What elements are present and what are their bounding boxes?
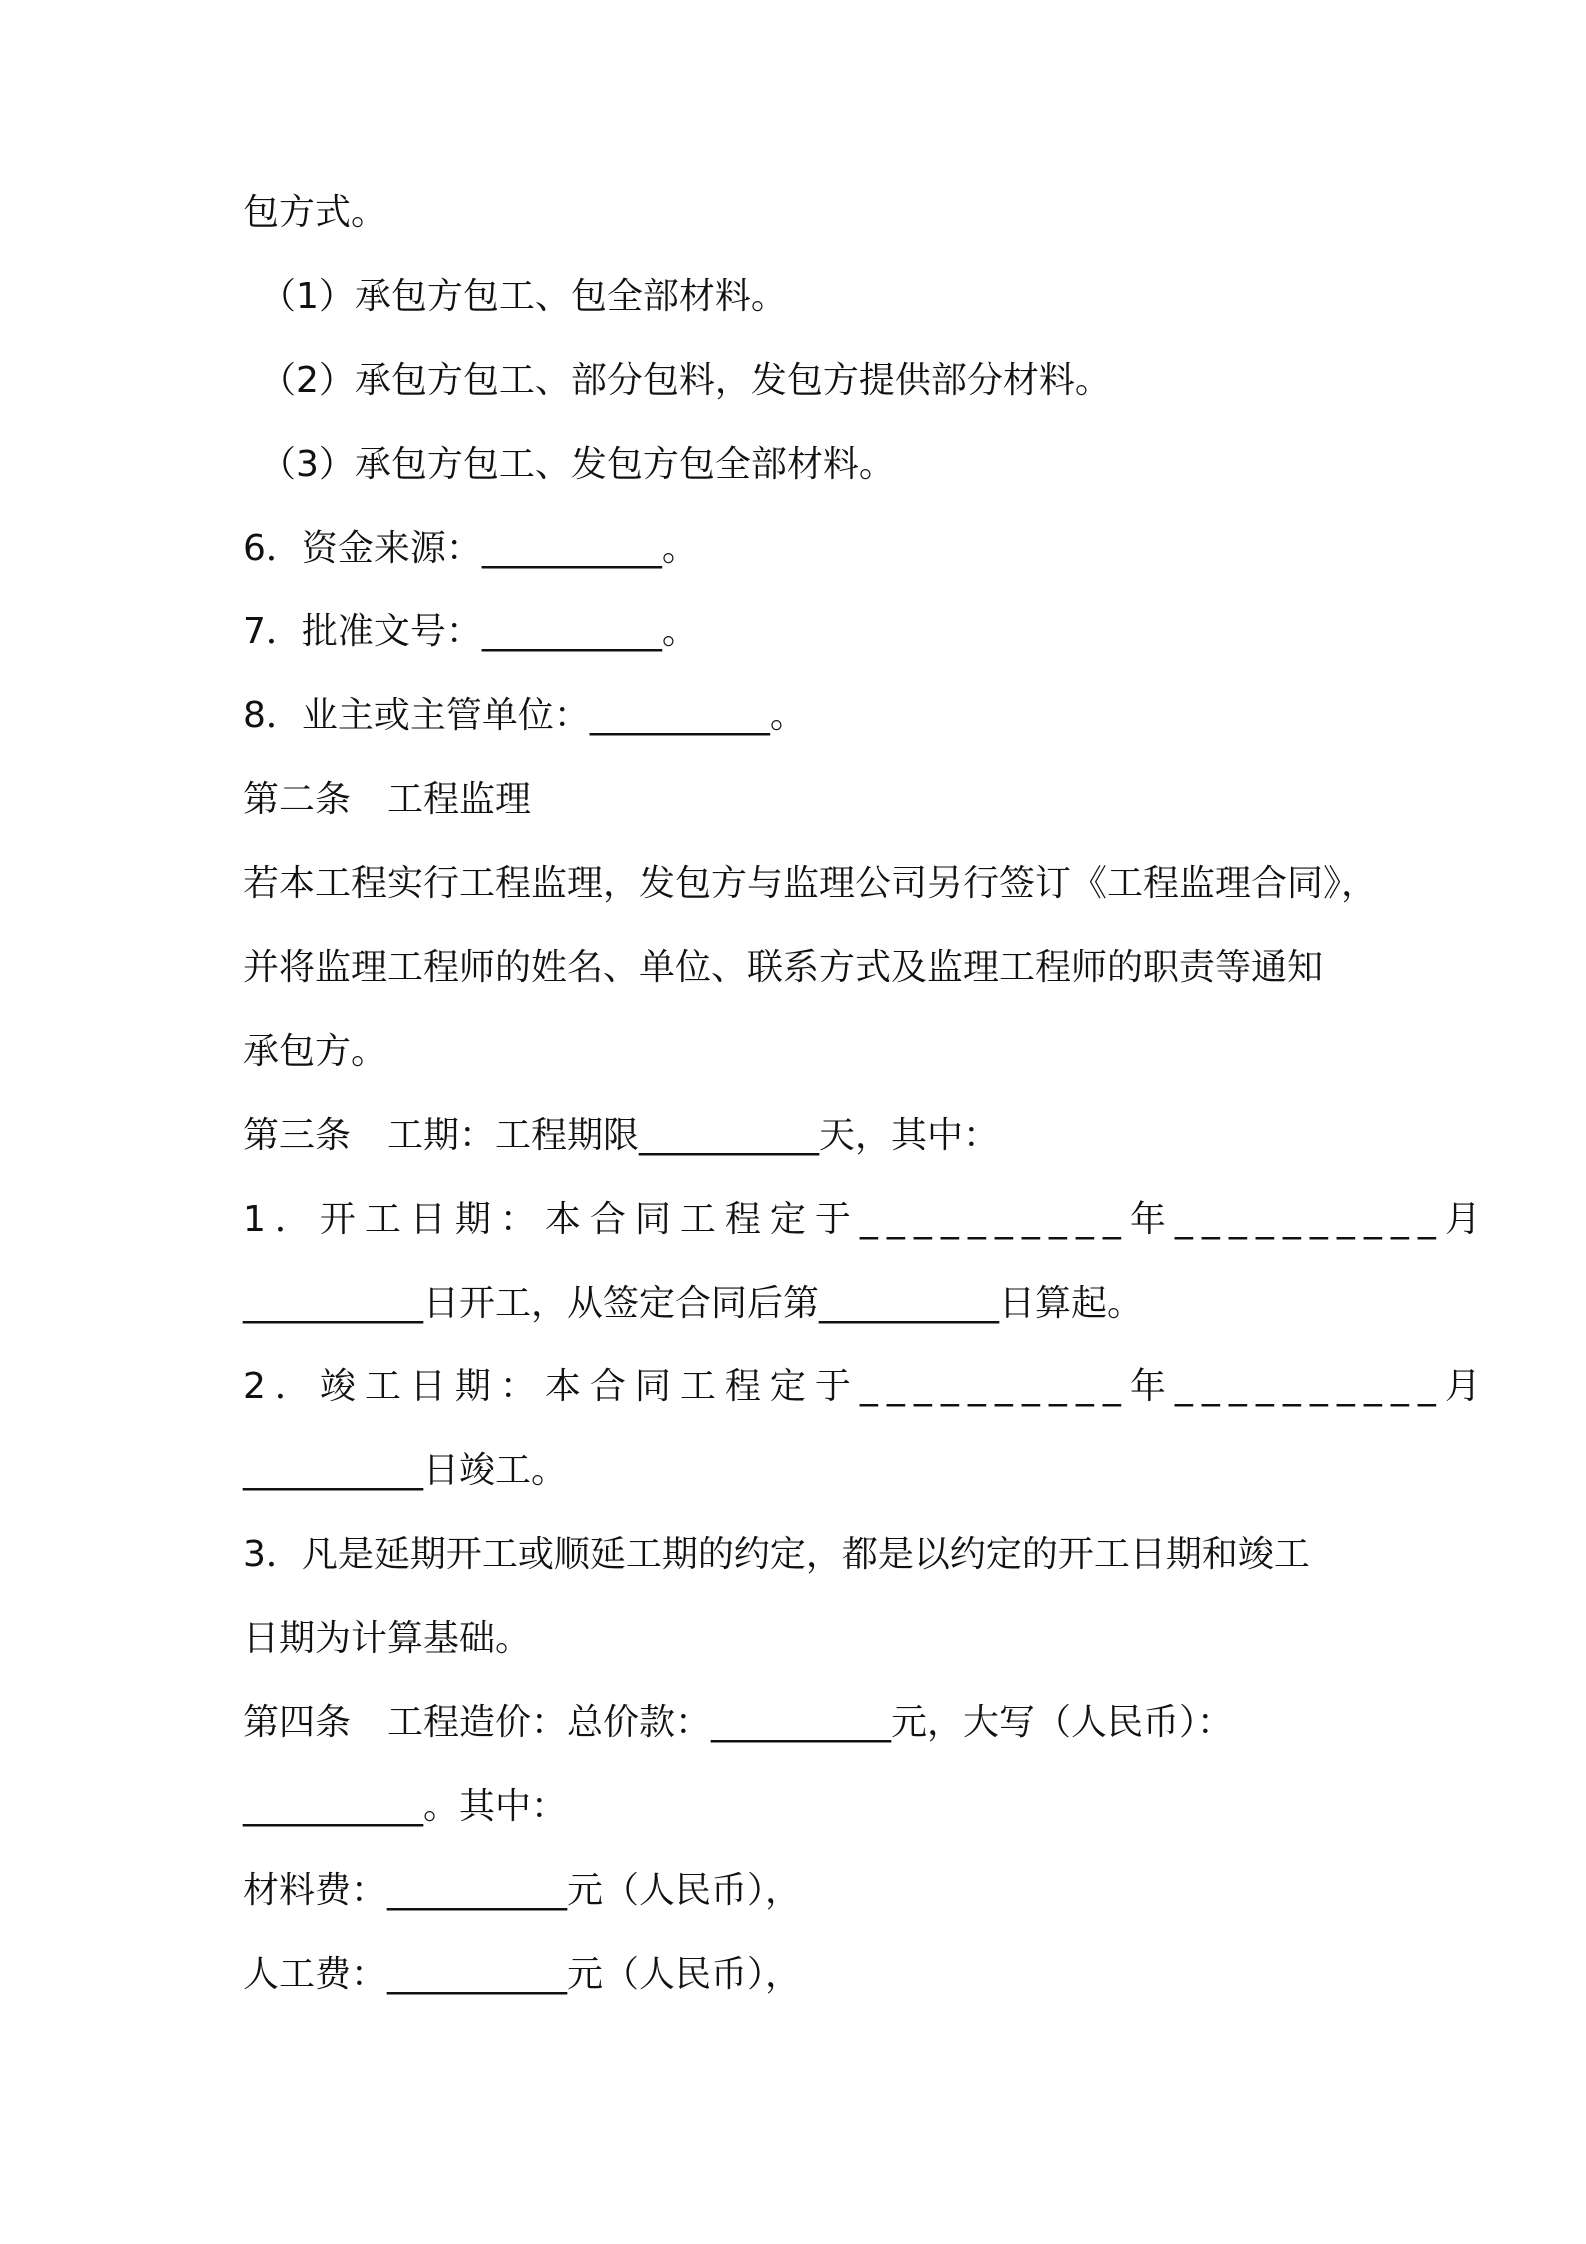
text-line-supervision-1: 若本工程实行工程监理，发包方与监理公司另行签订《工程监理合同》， xyxy=(243,863,1378,905)
text-line-price-cont: __________。其中： xyxy=(243,1785,568,1827)
text-line-start-date-cont: __________日开工，从签定合同后第__________日算起。 xyxy=(243,1282,1144,1324)
text-line-owner-unit: 8．业主或主管单位：__________。 xyxy=(243,695,806,737)
section-heading-article-4: 第四条 工程造价：总价款：__________元，大写（人民币）： xyxy=(243,1702,1234,1744)
text-line-option-1: （1）承包方包工、包全部材料。 xyxy=(260,275,787,317)
text-line-material-cost: 材料费：__________元（人民币）， xyxy=(243,1869,802,1911)
text-line-funding-source: 6．资金来源：__________。 xyxy=(243,527,698,569)
text-line-completion-date-cont: __________日竣工。 xyxy=(243,1450,568,1492)
text-line-labor-cost: 人工费：__________元（人民币）， xyxy=(243,1953,802,1995)
text-line-supervision-3: 承包方。 xyxy=(243,1030,388,1072)
section-heading-article-2: 第二条 工程监理 xyxy=(243,779,532,821)
text-line-start-date: 1．开工日期：本合同工程定于__________年__________月 xyxy=(243,1198,1490,1240)
text-line-supervision-2: 并将监理工程师的姓名、单位、联系方式及监理工程师的职责等通知 xyxy=(243,947,1324,989)
document-body xyxy=(243,192,1490,2041)
text-line-extension-rule: 3．凡是延期开工或顺延工期的约定，都是以约定的开工日期和竣工 xyxy=(243,1534,1310,1576)
text-line-contract-mode: 包方式。 xyxy=(243,192,388,233)
text-line-extension-rule-cont: 日期为计算基础。 xyxy=(243,1618,532,1660)
text-line-option-3: （3）承包方包工、发包方包全部材料。 xyxy=(260,443,895,485)
text-line-option-2: （2）承包方包工、部分包料，发包方提供部分材料。 xyxy=(260,359,1111,401)
text-line-approval-number: 7．批准文号：__________。 xyxy=(243,611,698,653)
text-line-completion-date: 2．竣工日期：本合同工程定于__________年__________月 xyxy=(243,1366,1490,1408)
section-heading-article-3: 第三条 工期：工程期限__________天，其中： xyxy=(243,1114,1000,1156)
